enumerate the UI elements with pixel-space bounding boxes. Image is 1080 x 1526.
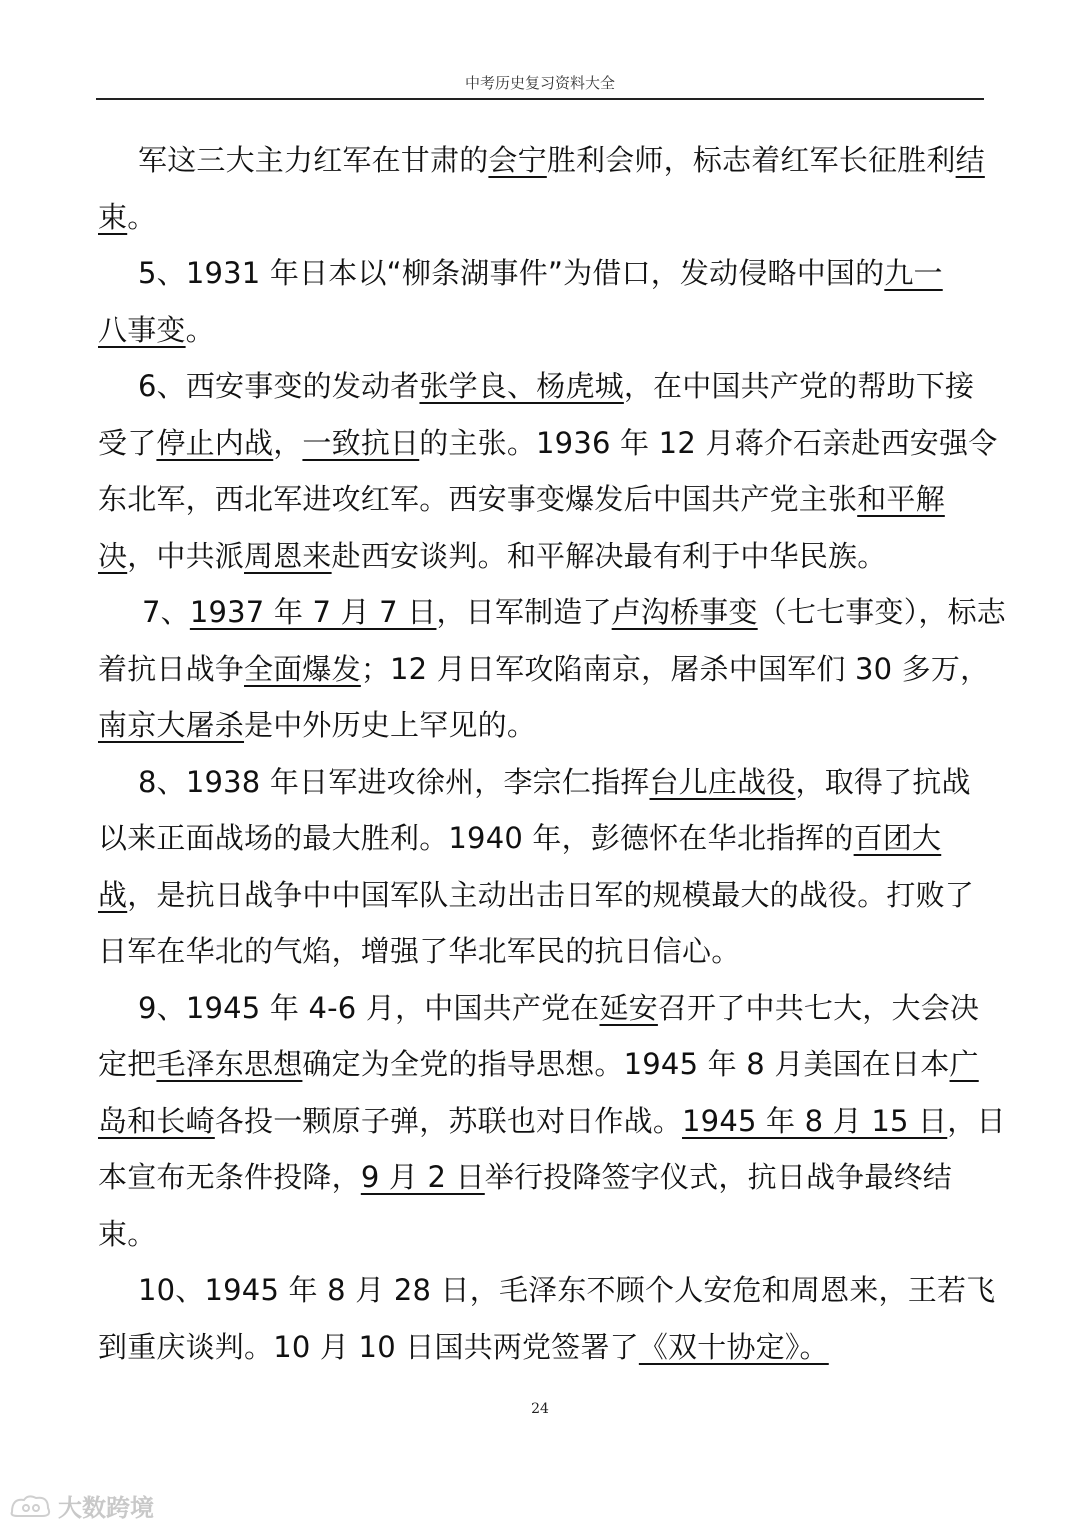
text-line [98, 1206, 978, 1263]
text-line [98, 1093, 1006, 1150]
text-segment: 受了 [98, 425, 157, 460]
underlined-keyword: 八事变 [98, 312, 186, 347]
underlined-keyword: 张学良、杨虎城 [419, 369, 624, 403]
paragraph [98, 132, 985, 245]
underlined-keyword: 一致抗日 [302, 425, 420, 460]
watermark-text: 大数跨境 [58, 1494, 154, 1522]
text-line [98, 358, 978, 415]
text-line [98, 1149, 978, 1206]
text-segment: 本宣布无条件投降， [98, 1160, 361, 1194]
text-segment: 到重庆谈判。10 月 10 日国共两党签署了 [98, 1329, 639, 1364]
text-line [98, 132, 985, 189]
text-segment: ；12 月日军攻陷南京，屠杀中国军们 30 多万， [360, 651, 990, 686]
underlined-keyword: 延安 [599, 990, 658, 1025]
text-segment: ，日 [947, 1103, 1006, 1138]
paragraph [98, 584, 1006, 754]
text-segment: 军这三大主力红军在甘肃的 [138, 143, 489, 177]
text-line [98, 584, 1006, 641]
page-number: 24 [531, 1401, 549, 1417]
text-line [98, 471, 978, 528]
text-segment: ，在中国共产党的帮助下接 [623, 369, 975, 403]
text-line [98, 415, 998, 472]
underlined-keyword: 毛泽东思想 [156, 1047, 303, 1081]
text-line [98, 867, 978, 924]
text-segment: 胜利会师，标志着红军长征胜利 [546, 143, 956, 177]
text-segment: 的主张。1936 年 12 月蒋介石亲赴西安强令 [419, 425, 998, 460]
underlined-keyword: 卢沟桥事变 [611, 595, 758, 629]
underlined-keyword: 束 [98, 199, 128, 234]
paragraph [98, 980, 1006, 1263]
text-segment: ，是抗日战争中中国军队主动出击日军的规模最大的战役。打败了 [127, 877, 975, 912]
text-segment: 8、1938 年日军进攻徐州，李宗仁指挥 [138, 764, 650, 799]
text-segment: ，中共派 [127, 538, 245, 573]
running-header: 中考历史复习资料大全 [464, 74, 615, 92]
underlined-keyword: 周恩来 [244, 538, 332, 573]
text-segment: ，取得了抗战 [795, 764, 971, 799]
paragraph [98, 754, 978, 980]
text-line [98, 302, 978, 359]
text-segment: 束。 [98, 1216, 157, 1251]
text-segment: 7、 [142, 595, 190, 629]
text-segment: 召开了中共七大，大会决 [657, 990, 980, 1025]
underlined-keyword: 1945 年 8 月 15 日 [682, 1103, 948, 1138]
underlined-keyword: 决 [98, 538, 128, 573]
underlined-keyword: 停止内战 [156, 425, 274, 460]
text-segment: 确定为全党的指导思想。1945 年 8 月美国在日本 [302, 1047, 950, 1081]
underlined-keyword: 岛和长崎 [98, 1103, 215, 1138]
text-segment: 定把 [98, 1047, 157, 1081]
text-segment: 举行投降签字仪式，抗日战争最终结 [484, 1160, 952, 1194]
paragraph [98, 1262, 996, 1375]
text-segment: 是中外历史上罕见的。 [244, 708, 537, 742]
text-segment: 着抗日战争 [98, 651, 245, 686]
text-segment: 6、西安事变的发动者 [138, 369, 420, 403]
underlined-keyword: 广 [949, 1047, 979, 1081]
underlined-keyword: 1937 年 7 月 7 日 [189, 595, 437, 629]
text-line [98, 1036, 978, 1093]
document-body [98, 132, 1006, 1375]
text-segment: （七七事变），标志 [757, 595, 1006, 629]
underlined-keyword: 南京大屠杀 [98, 708, 245, 742]
underlined-keyword: 九一 [884, 256, 943, 290]
watermark [8, 1488, 154, 1523]
underlined-keyword: 和平解 [857, 482, 945, 516]
paragraph [98, 245, 978, 358]
text-line [98, 245, 978, 302]
text-line [98, 810, 978, 867]
text-segment: 9、1945 年 4-6 月，中国共产党在 [138, 990, 600, 1025]
text-line [98, 528, 978, 585]
text-segment: 5、1931 年日本以“柳条湖事件”为借口，发动侵略中国的 [138, 256, 885, 290]
text-segment: 东北军，西北军进攻红军。西安事变爆发后中国共产党主张 [98, 482, 858, 516]
underlined-keyword: 全面爆发 [244, 651, 361, 686]
text-segment: 各投一颗原子弹，苏联也对日作战。 [214, 1103, 683, 1138]
text-segment: ， [273, 425, 303, 460]
text-segment: 。 [185, 312, 215, 347]
paragraph [98, 358, 998, 584]
underlined-keyword: 9 月 2 日 [360, 1160, 485, 1194]
underlined-keyword: 会宁 [488, 143, 547, 177]
text-segment: 10、1945 年 8 月 28 日，毛泽东不顾个人安危和周恩来，王若飞 [138, 1273, 996, 1307]
header-rule [96, 98, 984, 100]
text-line [98, 1262, 996, 1319]
underlined-keyword: 百团大 [853, 821, 942, 855]
text-line [98, 1319, 978, 1376]
text-line [98, 923, 978, 980]
watermark-logo-icon [8, 1492, 54, 1520]
text-segment: 以来正面战场的最大胜利。1940 年，彭德怀在华北指挥的 [98, 821, 854, 855]
text-segment: 日军在华北的气焰，增强了华北军民的抗日信心。 [98, 934, 741, 968]
text-line [98, 641, 990, 698]
text-line [98, 189, 978, 246]
underlined-keyword: 战 [98, 877, 128, 912]
text-segment: 赴西安谈判。和平解决最有利于中华民族。 [331, 538, 887, 573]
text-line [98, 980, 978, 1037]
text-segment: 。 [127, 199, 157, 234]
underlined-keyword: 《双十协定》。 [638, 1329, 829, 1364]
text-line [98, 754, 978, 811]
underlined-keyword: 台儿庄战役 [649, 764, 796, 799]
underlined-keyword: 结 [955, 143, 985, 177]
text-segment: ，日军制造了 [436, 595, 612, 629]
text-line [98, 697, 978, 754]
